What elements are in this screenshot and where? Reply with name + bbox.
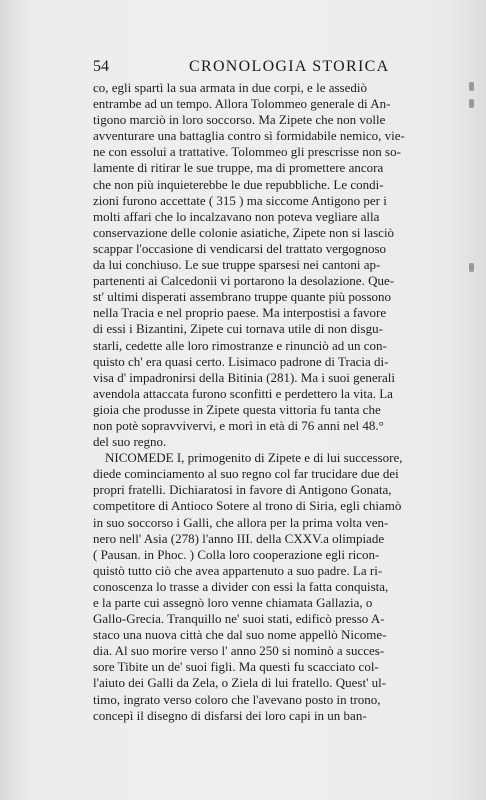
text-line: avendola attaccata furono sconfitti e perdettero la vita. La bbox=[93, 385, 393, 401]
text-line: non potè sopravvivervi, e morì in età di 76 anni nel 48.° bbox=[93, 417, 384, 433]
text-line: avventurare una battaglia contro sì formidabile nemico, vie- bbox=[93, 128, 405, 144]
text-line: lamente di ritirar le sue truppe, ma di promettere ancora bbox=[93, 160, 384, 176]
text-line: concepì il disegno di disfarsi dei loro capi in un ban- bbox=[93, 707, 367, 723]
text-line: propri fratelli. Dichiaratosi in favore di Antigono Gonata, bbox=[93, 482, 392, 498]
text-line: sore Tibite un de' suoi figli. Ma questi fu scacciato col- bbox=[93, 659, 379, 675]
text-line: timo, ingrato verso coloro che l'avevano posto in trono, bbox=[93, 691, 381, 707]
text-line: molti affari che lo incalzavano non poteva vegliare alla bbox=[93, 208, 380, 224]
text-line: l'aiuto dei Galli da Zela, o Ziela di lui fratello. Quest' ul- bbox=[93, 675, 387, 691]
text-line: da lui conchiuso. Le sue truppe sparsesi nei cantoni ap- bbox=[93, 257, 381, 273]
running-title: CRONOLOGIA STORICA bbox=[189, 58, 390, 75]
text-line: staco una nuova città che dal suo nome appellò Nicome- bbox=[93, 627, 387, 643]
text-line: conservazione delle colonie asiatiche, Zipete non si lasciò bbox=[93, 224, 395, 240]
text-line: di essi i Bizantini, Zipete cui tornava utile di non disgu- bbox=[93, 321, 383, 337]
text-line: entrambe ad un tempo. Allora Tolommeo generale di An- bbox=[93, 96, 391, 112]
text-line: quisto ch' era quasi certo. Lisimaco padrone di Tracia di- bbox=[93, 353, 389, 369]
margin-mark bbox=[469, 82, 474, 91]
text-line: del suo regno. bbox=[93, 434, 167, 450]
text-line: nero nell' Asia (278) l'anno III. della CXXV.a olimpiade bbox=[93, 530, 385, 546]
text-line: ( Pausan. in Phoc. ) Colla loro cooperazione egli ricon- bbox=[93, 546, 380, 562]
text-line: in suo soccorso i Galli, che allora per la prima volta ven- bbox=[93, 514, 389, 530]
text-line: gioia che produsse in Zipete questa vittoria fu tanta che bbox=[93, 401, 381, 417]
text-line: dia. Al suo morire verso l' anno 250 si nominò a succes- bbox=[93, 643, 385, 659]
text-line: ne con essolui a trattative. Tolommeo gli prescrisse non so- bbox=[93, 144, 401, 160]
text-line: che non più inquieterebbe le due repubbliche. Le condi- bbox=[93, 176, 384, 192]
text-line: e la parte cui assegnò loro venne chiamata Gallazia, o bbox=[93, 595, 373, 610]
text-line: Gallo-Grecia. Tranquillo ne' suoi stati, edificò presso A- bbox=[93, 611, 385, 627]
text-line: starli, cedette alle loro rimostranze e rinunciò ad un con- bbox=[93, 337, 387, 353]
text-line: NICOMEDE I, primogenito di Zipete e di lui successore, bbox=[105, 450, 403, 466]
text-line: diede cominciamento al suo regno col far trucidare due dei bbox=[93, 466, 399, 482]
text-line: quistò tutto ciò che avea appartenuto a suo padre. La ri- bbox=[93, 562, 383, 578]
text-line: visa d' impadronirsi della Bitinia (281). Ma i suoi generali bbox=[93, 369, 396, 385]
text-line: st' ultimi disperati assembrano truppe quante più possono bbox=[93, 289, 392, 305]
body-text bbox=[93, 80, 448, 724]
margin-mark bbox=[469, 99, 474, 108]
margin-mark bbox=[469, 263, 474, 272]
text-line: co, egli spartì la sua armata in due corpi, e le assediò bbox=[93, 80, 367, 95]
text-line: conoscenza lo trasse a divider con essi la fatta conquista, bbox=[93, 578, 389, 594]
text-line: tigono marciò in loro soccorso. Ma Zipete che non volle bbox=[93, 112, 386, 128]
text-line: nella Tracia e nel proprio paese. Ma interpostisi a favore bbox=[93, 305, 387, 321]
page-header bbox=[93, 58, 447, 80]
text-line: zioni furono accettate ( 315 ) ma siccome Antigono per i bbox=[93, 192, 387, 208]
text-line: partenenti ai Calcedonii vi portarono la desolazione. Que- bbox=[93, 273, 395, 289]
paragraph bbox=[93, 450, 448, 724]
paragraph bbox=[93, 80, 448, 450]
text-line: competitore di Antioco Sotere al trono di Siria, egli chiamò bbox=[93, 498, 402, 514]
page-number: 54 bbox=[93, 58, 109, 75]
text-line: scappar l'occasione di vendicarsi del trattato vergognoso bbox=[93, 240, 387, 256]
